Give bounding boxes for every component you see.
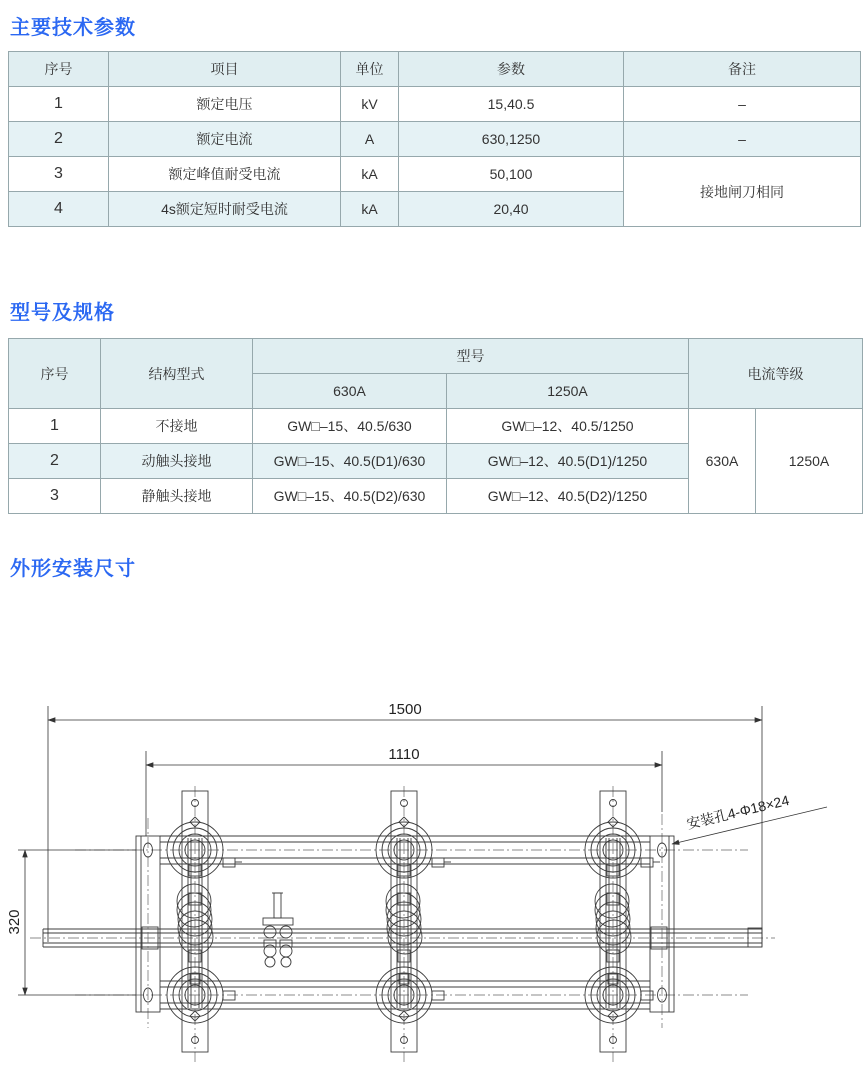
table-row — [9, 157, 861, 192]
tech-params-table — [8, 51, 861, 227]
col-header-unit: 单位 — [341, 52, 399, 87]
cell-remark: – — [624, 122, 861, 157]
cell-model-1250: GW□–12、40.5/1250 — [447, 409, 689, 444]
cell-no: 4 — [9, 192, 109, 227]
col-header-remark: 备注 — [624, 52, 861, 87]
dim-label-1500: 1500 — [388, 701, 422, 718]
col-subheader-1250A: 1250A — [447, 374, 689, 409]
section-title-tech-params: 主要技术参数 — [10, 17, 136, 39]
cell-param: 50,100 — [399, 157, 624, 192]
cell-item: 4s额定短时耐受电流 — [109, 192, 341, 227]
dimension-1500 — [48, 706, 762, 942]
cell-param: 15,40.5 — [399, 87, 624, 122]
cell-model-1250: GW□–12、40.5(D2)/1250 — [447, 479, 689, 514]
cell-param: 630,1250 — [399, 122, 624, 157]
cell-unit: kV — [341, 87, 399, 122]
cell-remark-merged: 接地闸刀相同 — [624, 157, 861, 227]
cell-item: 额定电压 — [109, 87, 341, 122]
cell-no: 1 — [9, 87, 109, 122]
model-spec-table — [8, 338, 863, 514]
outline-dimension-drawing — [0, 600, 867, 1070]
frame-center-lines — [30, 814, 775, 1028]
cell-no: 3 — [9, 157, 109, 192]
col-header-model: 型号 — [253, 339, 689, 374]
cell-unit: kA — [341, 157, 399, 192]
cell-structure: 静触头接地 — [101, 479, 253, 514]
cell-model-630: GW□–15、40.5/630 — [253, 409, 447, 444]
cell-model-1250: GW□–12、40.5(D1)/1250 — [447, 444, 689, 479]
col-header-current-grade: 电流等级 — [689, 339, 863, 409]
table-row — [9, 87, 861, 122]
pole-phase-c — [585, 786, 660, 1062]
cell-structure: 动触头接地 — [101, 444, 253, 479]
cell-model-630: GW□–15、40.5(D1)/630 — [253, 444, 447, 479]
table-row — [9, 409, 863, 444]
cell-grade-630-merged: 630A — [689, 409, 756, 514]
col-header-item: 项目 — [109, 52, 341, 87]
cell-item: 额定电流 — [109, 122, 341, 157]
col-subheader-630A: 630A — [253, 374, 447, 409]
dimension-320 — [18, 850, 136, 995]
cell-remark: – — [624, 87, 861, 122]
cell-item: 额定峰值耐受电流 — [109, 157, 341, 192]
cell-unit: A — [341, 122, 399, 157]
col-header-param: 参数 — [399, 52, 624, 87]
cell-unit: kA — [341, 192, 399, 227]
cell-structure: 不接地 — [101, 409, 253, 444]
section-title-dimensions: 外形安装尺寸 — [10, 558, 136, 580]
section-title-models: 型号及规格 — [10, 302, 115, 324]
drive-mechanism — [263, 893, 293, 967]
table-header-row — [9, 339, 863, 374]
pole-phase-b — [376, 786, 451, 1062]
cell-no: 2 — [9, 122, 109, 157]
col-header-structure: 结构型式 — [101, 339, 253, 409]
col-header-no: 序号 — [9, 52, 109, 87]
dim-label-1110: 1110 — [388, 746, 420, 763]
col-header-no: 序号 — [9, 339, 101, 409]
pole-phase-a — [167, 786, 242, 1062]
cell-no: 1 — [9, 409, 101, 444]
cell-no: 3 — [9, 479, 101, 514]
table-header-row — [9, 52, 861, 87]
cell-grade-1250-merged: 1250A — [756, 409, 863, 514]
cell-model-630: GW□–15、40.5(D2)/630 — [253, 479, 447, 514]
table-row — [9, 122, 861, 157]
mounting-hole-note: 安装孔4-Φ18×24 — [684, 791, 791, 832]
cell-param: 20,40 — [399, 192, 624, 227]
cell-no: 2 — [9, 444, 101, 479]
dim-label-320: 320 — [6, 909, 23, 935]
